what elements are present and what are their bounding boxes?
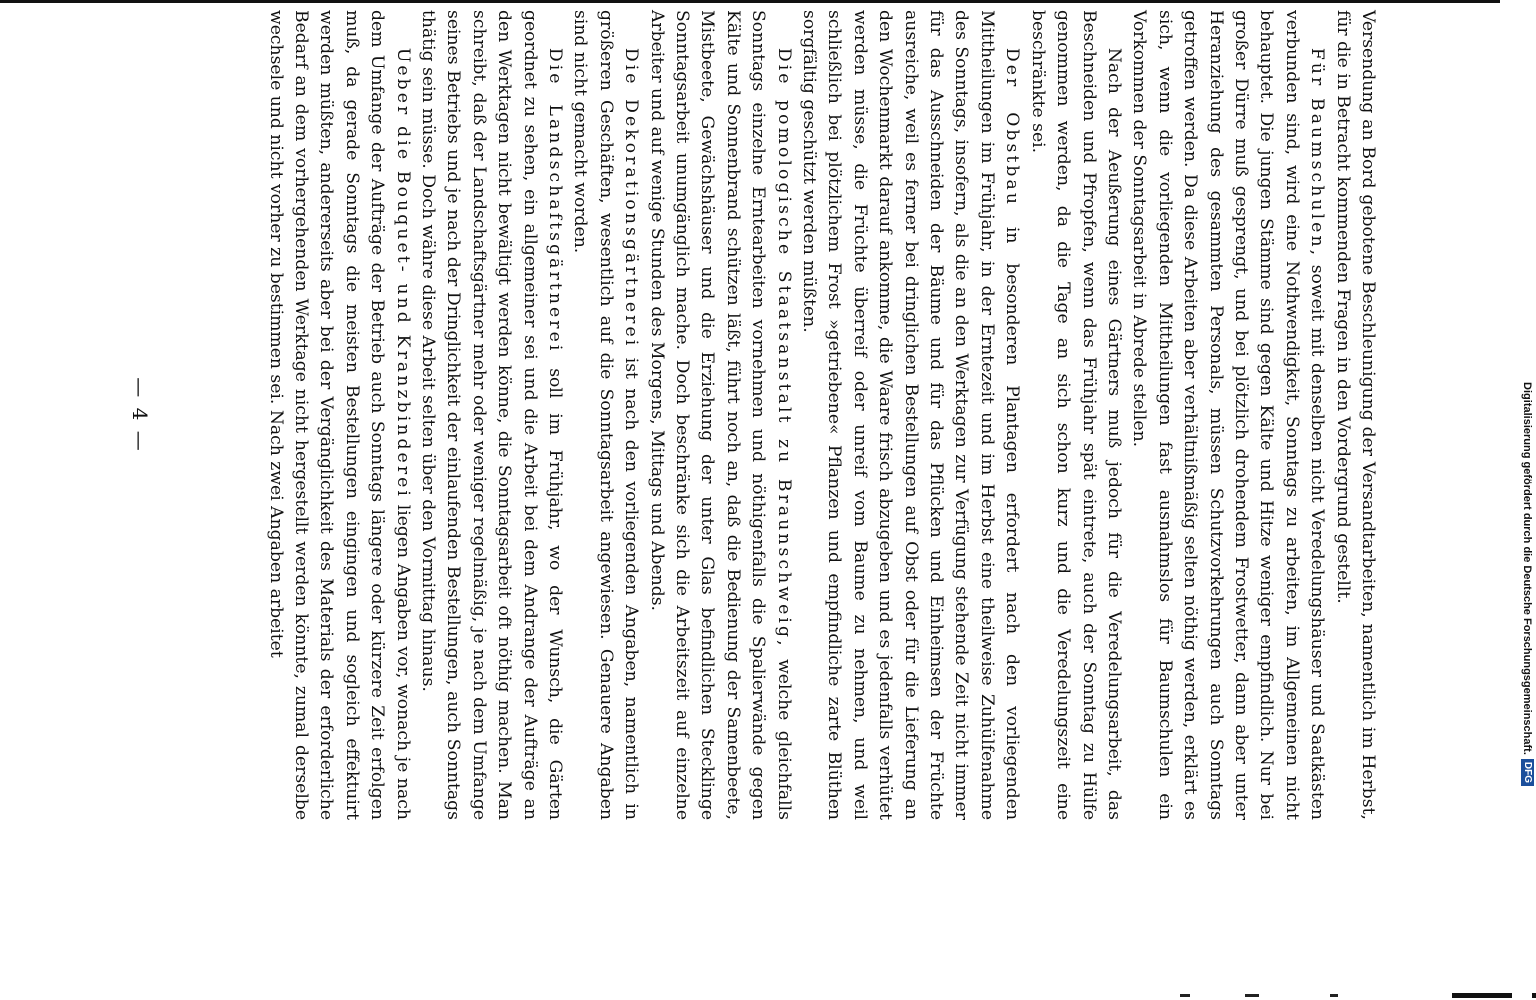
scan-mark	[1330, 994, 1338, 997]
paragraph	[567, 10, 643, 820]
paragraph-lead: Die Dekorationsgärtnerei	[621, 47, 642, 349]
paragraph-text: Versendung an Bord gebotene Beschleunigung der Versandtarbeiten, namentlich im Herbst, für die in Betracht kommenden Fragen in den Vordergrund gestellt.	[1332, 10, 1378, 820]
paragraph-text: welche gleichfalls Sonntags einzelne Erntearbeiten vornehmen und nöthigenfalls die Spalierwände gegen Kälte und Sonnenbrand schützen läßt, führt noch an, daß die Bedienung der Samenbeete, Mistbeete, Gewächshäuser und die Erziehung der unter Glas befindlichen Stecklinge Sonntagsarbeit unumgänglich mache. Doch beschränke sich die Arbeitszeit auf einzelne Arbeiter und auf wenige Stunden des Morgens, Mittags und Abends.	[646, 10, 794, 820]
paragraph-text: ist nach den vorliegenden Angaben, namentlich in größeren Geschäften, wesentlich auf die Sonntagsarbeit angewiesen. Genauere Angaben sind nicht gemacht worden.	[570, 10, 642, 820]
paragraph	[1024, 10, 1126, 820]
paragraph-text: in besonderen Plantagen erfordert nach den vorliegenden Mittheilungen im Frühjahr, in der Erntezeit und im Herbst eine theilweise Zuhülfenahme des Sonntags, insofern, als die an den Werktagen zur Verfügung stehende Zeit nicht immer für das Ausschneiden der Bäume und für das Pflücken und Einheimsen der Früchte ausreiche, weil es ferner bei dringlichen Bestellungen auf Obst oder für die Lieferung an den Wochenmarkt darauf ankomme, die Waare frisch abzugeben und es jedenfalls verhütet werden müsse, die Früchte überreif oder unreif vom Baume zu nehmen, und weil schließlich bei plötzlichem Frost »getriebene« Pflanzen und empfindliche zarte Blüthen sorgfältig geschützt werden müßten.	[799, 10, 1023, 821]
paragraph	[262, 10, 414, 820]
paragraph-text: Nach der Aeußerung eines Gärtners muß jedoch für die Veredelungsarbeit, das Beschneiden und Pfropfen, wenn das Frühjahr spät eintrete, auch der Sonntag zu Hülfe genommen werden, da die Tage an sich schon kurz und die Veredelungszeit eine beschränkte sei.	[1027, 10, 1124, 820]
paragraph	[1329, 10, 1380, 820]
paragraph-lead: Ueber die Bouquet- und Kranzbinderei	[392, 47, 413, 499]
paragraph	[796, 10, 1025, 820]
body-text	[180, 10, 1380, 820]
paragraph-text: liegen Angaben vor, wonach je nach dem Umfange der Aufträge der Betrieb auch Sonntags längere oder kürzere Zeit erfolgen muß, da gerade Sonntags die meisten Bestellungen eingingen und sogleich effektuirt werden müßten, andererseits aber bei der Vergänglichkeit des Materials der erforderliche Bedarf an dem vorhergehenden Werktage nicht hergestellt werden könnte, zumal derselbe wechsele und nicht vorher zu bestimmen sei. Nach zwei Angaben arbeitet	[265, 10, 413, 820]
scan-mark	[1180, 994, 1190, 997]
document-page	[100, 10, 1380, 820]
page-number: — 4 —	[128, 377, 152, 453]
rotated-page	[100, 0, 1380, 830]
paragraph	[1126, 10, 1329, 820]
paragraph-text: soweit mit denselben nicht Veredelungshäuser und Saatkästen verbunden sind, wird eine Nothwendigkeit, Sonntags zu arbeiten, im Allgemeinen nicht behauptet. Die jungen Stämme sind gegen Kälte und Hitze weniger empfindlich. Nur bei großer Dürre muß gesprengt, und bei plötzlich drohendem Frostwetter, dann aber unter Heranziehung des gesammten Personals, müssen Schutzvorkehrungen auch Sonntags getroffen werden. Da diese Arbeiten aber verhältnißmäßig selten nöthig werden, erklärt es sich, wenn die vorliegenden Mittheilungen fast ausnahmslos für Baumschulen ein Vorkommen der Sonntagsarbeit in Abrede stellen.	[1129, 10, 1328, 820]
paragraph	[415, 10, 567, 820]
digitization-credit	[1521, 6, 1534, 786]
credit-text: Digitalisierung gefördert durch die Deutsche Forschungsgemeinschaft.	[1521, 382, 1534, 755]
paragraph-text: soll im Frühjahr, wo der Wunsch, die Gärten geordnet zu sehen, ein allgemeiner sei und die Arbeit bei dem Andrange der Aufträge an den Werktagen nicht bewältigt werden könne, die Sonntagsarbeit oft nöthig machen. Man schreibt, daß der Landschaftsgärtner mehr oder weniger regelmäßig, je nach dem Umfange seines Betriebs und je nach der Dringlichkeit der einlaufenden Bestellungen, auch Sonntags thätig sein müsse. Doch währe diese Arbeit selten über den Vormittag hinaus.	[417, 10, 565, 820]
paragraph	[643, 10, 795, 820]
paragraph-lead: Für Baumschulen,	[1307, 47, 1328, 259]
paragraph-lead: Der Obstbau	[1002, 47, 1023, 208]
paragraph-lead: Die pomologische Staatsanstalt zu Braunschweig,	[773, 47, 794, 649]
scan-mark	[1245, 994, 1259, 997]
paragraph-lead: Die Landschaftsgärtnerei	[545, 47, 565, 354]
dfg-logo: DFG	[1521, 759, 1534, 786]
